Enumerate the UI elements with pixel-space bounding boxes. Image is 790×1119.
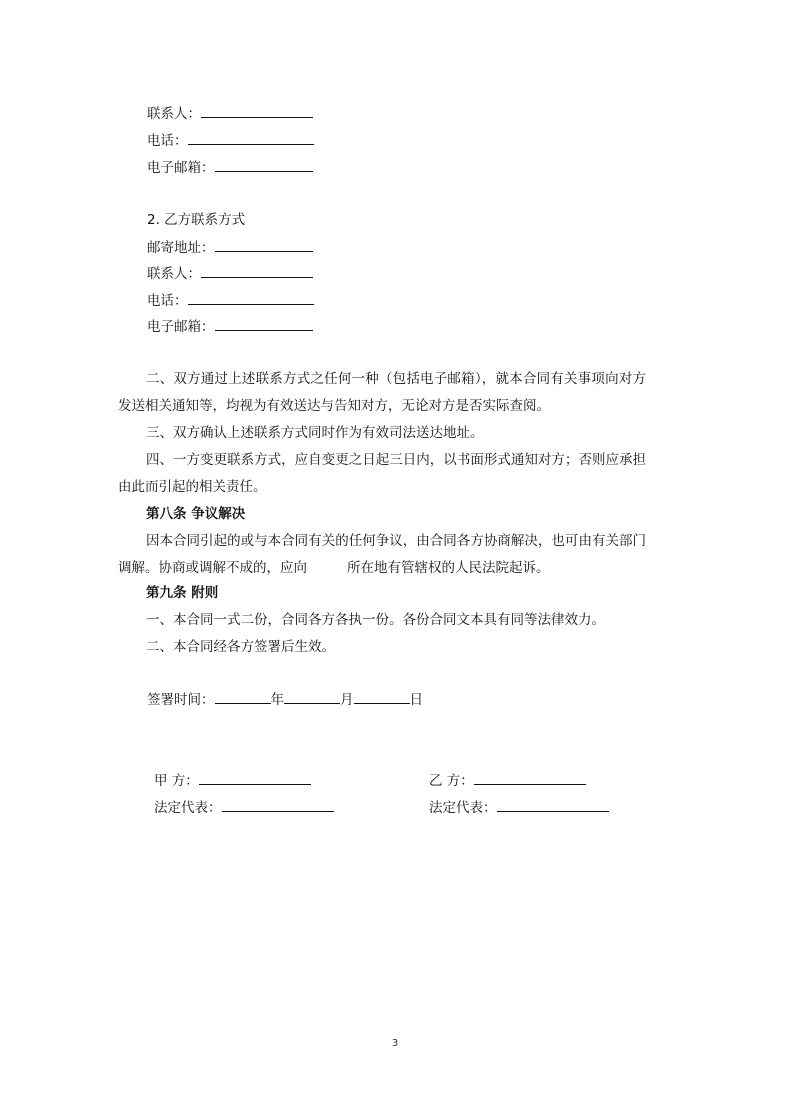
signing-month-label: 月: [340, 692, 354, 708]
party-b-rep-row: [429, 798, 609, 817]
party-b-address-label: 邮寄地址：: [147, 240, 215, 256]
party-b-email-row: [147, 317, 313, 336]
signing-time-row: [147, 690, 423, 709]
party-b-email-label: 电子邮箱：: [147, 319, 215, 335]
article-8-text-part1: 因本合同引起的或与本合同有关的任何争议，由合同各方协商解决，也可由有关部门调解。协商或调解不成的，应向: [118, 533, 646, 576]
party-b-phone-row: [147, 291, 314, 310]
party-a-rep-label: 法定代表：: [154, 800, 222, 816]
party-a-contact-person-label: 联系人：: [147, 106, 201, 122]
signing-day-label: 日: [409, 692, 423, 708]
party-b-contact-person-label: 联系人：: [147, 266, 201, 282]
page-number: 3: [391, 1038, 399, 1049]
clause-item-4: 四、一方变更联系方式，应自变更之日起三日内，以书面形式通知对方；否则应承担由此而引起的相关责任。: [118, 452, 646, 495]
party-a-rep-row: [154, 798, 334, 817]
article-9-item-1: 一、本合同一式二份，合同各方各执一份。各份合同文本具有同等法律效力。: [146, 612, 605, 628]
party-b-phone-field[interactable]: [188, 291, 314, 305]
party-b-signature-field[interactable]: [474, 771, 586, 785]
article-8-text: [118, 528, 646, 582]
signing-year-field[interactable]: [215, 690, 271, 704]
party-b-address-row: [147, 238, 313, 257]
article-8-text-part2: 所在地有管辖权的人民法院起诉。: [347, 560, 550, 576]
party-a-email-label: 电子邮箱：: [147, 160, 215, 176]
party-a-phone-label: 电话：: [147, 133, 188, 149]
party-b-contact-heading: 2. 乙方联系方式: [147, 212, 246, 228]
party-b-contact-person-field[interactable]: [201, 264, 313, 278]
party-b-phone-label: 电话：: [147, 293, 188, 309]
party-b-rep-field[interactable]: [497, 798, 609, 812]
party-b-rep-label: 法定代表：: [429, 800, 497, 816]
party-a-contact-person-row: [147, 104, 313, 123]
article-9-title: 第九条 附则: [146, 585, 219, 601]
party-b-signature-row: [429, 771, 586, 790]
party-b-address-field[interactable]: [215, 238, 313, 252]
signing-day-field[interactable]: [354, 690, 410, 704]
party-b-label: 乙 方：: [429, 773, 474, 789]
party-a-email-row: [147, 158, 313, 177]
party-a-phone-row: [147, 131, 314, 150]
party-a-contact-person-field[interactable]: [201, 104, 313, 118]
party-a-signature-field[interactable]: [199, 771, 311, 785]
clause-item-3: 三、双方确认上述联系方式同时作为有效司法送达地址。: [146, 425, 484, 441]
signing-month-field[interactable]: [284, 690, 340, 704]
article-8-title: 第八条 争议解决: [146, 506, 246, 522]
party-a-rep-field[interactable]: [222, 798, 334, 812]
clause-item-2: 二、双方通过上述联系方式之任何一种（包括电子邮箱），就本合同有关事项向对方发送相关通知等，均视为有效送达与告知对方，无论对方是否实际查阅。: [118, 371, 646, 414]
party-b-contact-person-row: [147, 264, 313, 283]
party-a-label: 甲 方：: [154, 773, 199, 789]
party-a-phone-field[interactable]: [188, 131, 314, 145]
signing-year-label: 年: [270, 692, 284, 708]
party-a-signature-row: [154, 771, 311, 790]
signing-time-label: 签署时间：: [147, 692, 215, 708]
party-b-email-field[interactable]: [215, 317, 313, 331]
party-a-email-field[interactable]: [215, 158, 313, 172]
article-9-item-2: 二、本合同经各方签署后生效。: [146, 639, 335, 655]
